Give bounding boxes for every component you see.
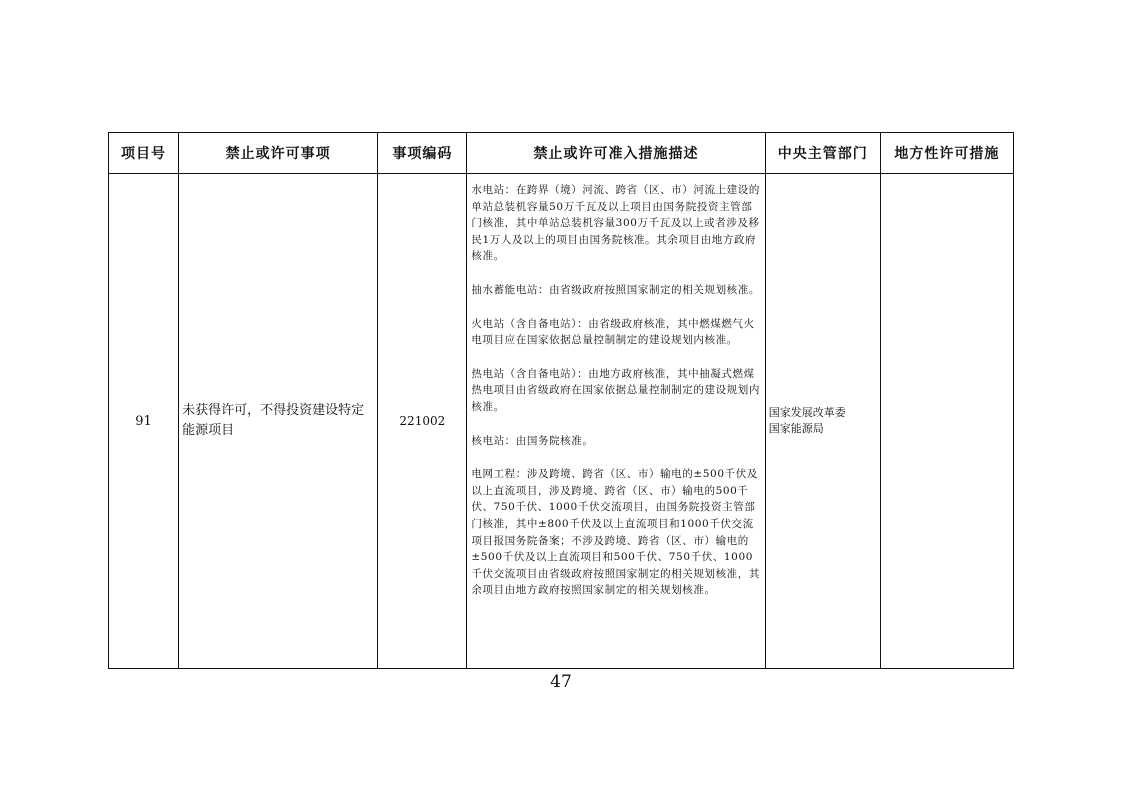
header-description: 禁止或许可准入措施描述 — [467, 133, 765, 174]
row-local-measures — [880, 174, 1013, 669]
description-cogeneration: 热电站（含自备电站）：由地方政府核准，其中抽凝式燃煤热电项目由省级政府在国家依据总量控制制定的建设规划内核准。 — [471, 367, 760, 413]
row-description — [467, 174, 765, 669]
description-nuclear: 核电站：由国务院核准。 — [471, 434, 594, 447]
description-thermal-power: 火电站（含自备电站）：由省级政府核准，其中燃煤燃气火电项目应在国家依据总量控制制定的建设规划内核准。 — [471, 317, 755, 347]
table-row — [109, 174, 1014, 669]
header-item-number: 项目号 — [109, 133, 179, 174]
measures-table — [108, 132, 1014, 669]
row-central-department — [765, 174, 880, 669]
page-number: 47 — [550, 672, 572, 692]
header-row — [109, 133, 1014, 174]
row-item-number: 91 — [109, 174, 179, 669]
header-item: 禁止或许可事项 — [179, 133, 378, 174]
row-item-code: 221002 — [378, 174, 467, 669]
description-hydropower: 水电站：在跨界（境）河流、跨省（区、市）河流上建设的单站总装机容量50万千瓦及以上项目由国务院投资主管部门核准，其中单站总装机容量300万千瓦及以上或者涉及移民1万人及以上的项目由国务院核准。其余项目由地方政府核准。 — [471, 184, 760, 263]
description-power-grid: 电网工程：涉及跨境、跨省（区、市）输电的±500千伏及以上直流项目，涉及跨境、跨省（区、市）输电的500千伏、750千伏、1000千伏交流项目，由国务院投资主管部门核准，其中±800千伏及以上直流项目和1000千伏交流项目报国务院备案；不涉及跨境、跨省（区、市）输电的±500千伏及以上直流项目和500千伏、750千伏、1000千伏交流项目由省级政府按照国家制定的相关规划核准，其余项目由地方政府按照国家制定的相关规划核准。 — [471, 468, 760, 597]
header-item-code: 事项编码 — [378, 133, 467, 174]
department-nea: 国家能源局 — [768, 422, 824, 435]
header-local-measures: 地方性许可措施 — [880, 133, 1013, 174]
row-item: 未获得许可，不得投资建设特定能源项目 — [179, 174, 378, 669]
department-ndrc: 国家发展改革委 — [768, 406, 846, 419]
header-central-department: 中央主管部门 — [765, 133, 880, 174]
description-pumped-storage: 抽水蓄能电站：由省级政府按照国家制定的相关规划核准。 — [471, 283, 760, 296]
